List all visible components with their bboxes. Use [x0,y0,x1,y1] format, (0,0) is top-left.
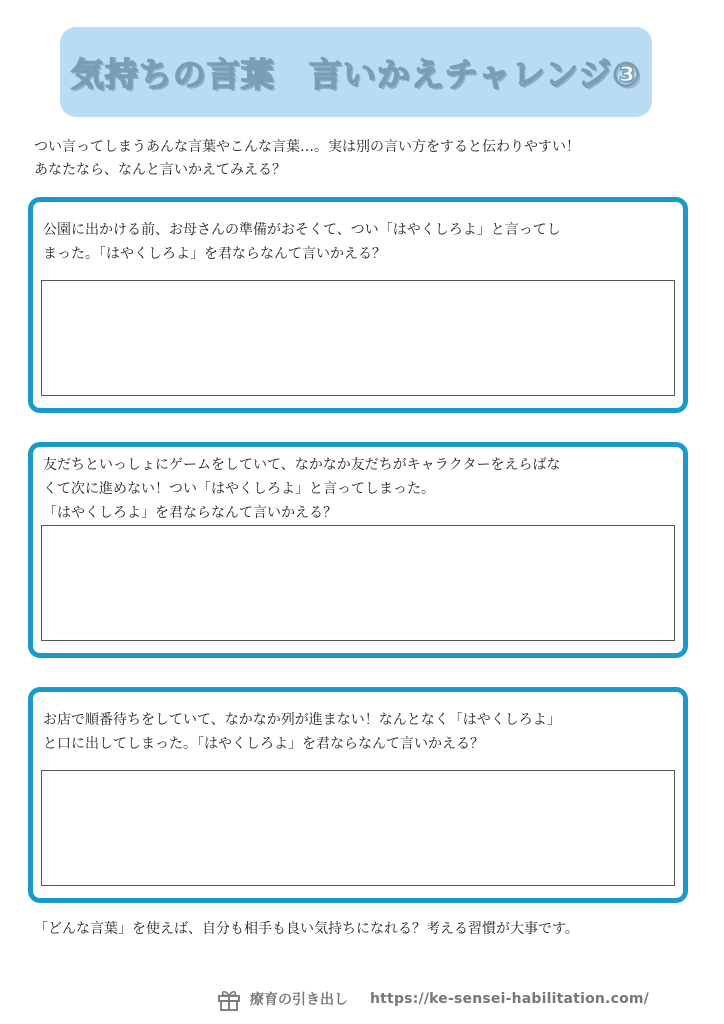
question-1-line-2: まった。「はやくしろよ」を君ならなんて言いかえる？ [43,246,386,262]
gift-icon [216,986,242,1012]
question-2-line-2: くて次に進めない！つい「はやくしろよ」と言ってしまった。 [43,481,435,497]
question-1-line-1: 公園に出かける前、お母さんの準備がおそくて、つい「はやくしろよ」と言ってし [43,222,561,238]
footer-note: 「どんな言葉」を使えば、自分も相手も良い気持ちになれる？考える習慣が大事です。 [34,921,579,937]
question-2-line-1: 友だちといっしょにゲームをしていて、なかなか友だちがキャラクターをえらばな [43,457,561,473]
question-card-2 [28,442,688,658]
answer-box-2[interactable] [41,525,675,641]
intro-text [34,136,694,182]
answer-box-1[interactable] [41,280,675,396]
question-text-3 [43,708,673,756]
question-3-line-1: お店で順番待ちをしていて、なかなか列が進まない！なんとなく「はやくしろよ」 [43,712,561,728]
page-title: 気持ちの言葉 言いかえチャレンジ③ [70,54,642,94]
question-2-line-3: 「はやくしろよ」を君ならなんて言いかえる？ [43,505,337,521]
credit [216,984,649,1014]
intro-line-1: つい言ってしまうあんな言葉やこんな言葉…。実は別の言い方をすると伝わりやすい！ [34,139,580,155]
question-text-1 [43,218,673,266]
question-card-3 [28,687,688,903]
answer-box-3[interactable] [41,770,675,886]
brand-name: 療育の引き出し [250,992,348,1008]
title-banner [60,27,652,117]
intro-line-2: あなたなら、なんと言いかえてみえる？ [34,162,286,178]
question-text-2 [43,453,673,525]
question-card-1 [28,197,688,413]
site-url[interactable]: https://ke-sensei-habilitation.com/ [370,991,649,1007]
question-3-line-2: と口に出してしまった。「はやくしろよ」を君ならなんて言いかえる？ [43,736,484,752]
